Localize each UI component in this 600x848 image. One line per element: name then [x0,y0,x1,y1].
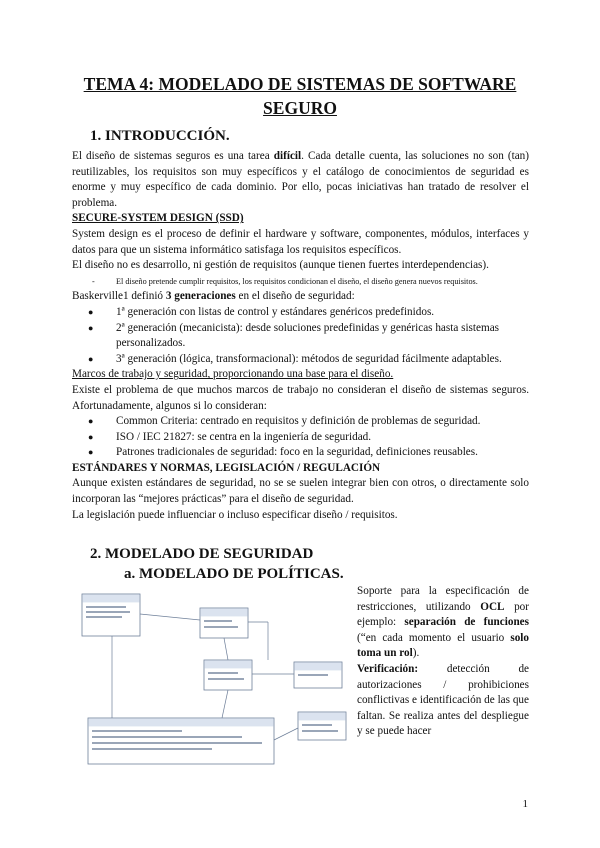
section-2a-text [357,584,529,740]
section-1-heading: 1. INTRODUCCIÓN. [90,128,230,144]
ssd-heading: SECURE-SYSTEM DESIGN (SSD) [72,212,244,225]
uml-policy-diagram [72,590,350,768]
ssd-paragraph-1: System design es el proceso de definir el hardware y software, componentes, módulos, interfaces y datos para que un sistema informático satisfaga los requisitos específicos. [72,227,529,256]
generations-intro: Baskerville1 definió 3 generaciones en el diseño de seguridad: [72,290,355,303]
list-item: ● 2ª generación (mecanicista): desde soluciones predefinidas y genéricas hasta sistemas personalizados. [72,321,529,352]
document-title: TEMA 4: MODELADO DE SISTEMAS DE SOFTWARE SEGURO [83,74,517,118]
list-item: ● 3ª generación (lógica, transformacional): métodos de seguridad fácilmente adaptables. [72,352,529,368]
ocl-paragraph: Soporte para la especificación de restricciones, utilizando OCL por ejemplo: separación de funciones (“en cada momento el usuario solo toma un rol). [357,585,529,660]
section-2a-heading: a. MODELADO DE POLÍTICAS. [124,566,344,582]
ssd-paragraph-2: El diseño no es desarrollo, ni gestión de requisitos (aunque tienen fuertes interdependencias). [72,259,489,272]
section-1-body [72,149,529,523]
list-item: ● Patrones tradicionales de seguridad: foco en la seguridad, definiciones reusables. [72,445,529,461]
section-2-heading: 2. MODELADO DE SEGURIDAD [90,546,314,562]
standards-paragraph-1: Aunque existen estándares de seguridad, no se se suelen integrar bien con otros, o directamente solo incorporan las “mejores prácticas” para el diseño de seguridad. [72,477,529,506]
page-number: 1 [522,798,528,810]
standards-paragraph-2: La legislación puede influenciar o incluso especificar diseño / requisitos. [72,508,398,521]
generations-list [72,305,529,367]
verification-paragraph: Verificación: detección de autorizaciones / prohibiciones conflictivas e identificación de las que faltan. Se realiza antes del despliegue y se puede hacer [357,662,529,738]
standards-heading: ESTÁNDARES Y NORMAS, LEGISLACIÓN / REGULACIÓN [72,461,381,474]
list-item: ● 1ª generación con listas de control y estándares genéricos predefinidos. [72,305,529,321]
list-item: ● ISO / IEC 21827: se centra en la ingeniería de seguridad. [72,430,529,446]
intro-paragraph: El diseño de sistemas seguros es una tarea difícil. Cada detalle cuenta, las soluciones no son (tan) reutilizables, los requisitos son muy específicos y el catálogo de conocimientos de seguridad es enorme y muy específico de cada dominio. Por ello, pocas iniciativas han tratado de resolver el problema. [72,150,529,209]
frameworks-heading: Marcos de trabajo y seguridad, proporcionando una base para el diseño. [72,368,394,381]
list-item: - El diseño pretende cumplir requisitos, los requisitos condicionan el diseño, el diseño genera nuevos requisitos. [72,274,529,290]
list-item: ● Common Criteria: centrado en requisitos y definición de problemas de seguridad. [72,414,529,430]
ssd-dash-list [72,274,529,290]
frameworks-list [72,414,529,461]
frameworks-paragraph: Existe el problema de que muchos marcos de trabajo no consideran el diseño de sistemas seguros. Afortunadamente, algunos si lo consideran: [72,383,529,412]
